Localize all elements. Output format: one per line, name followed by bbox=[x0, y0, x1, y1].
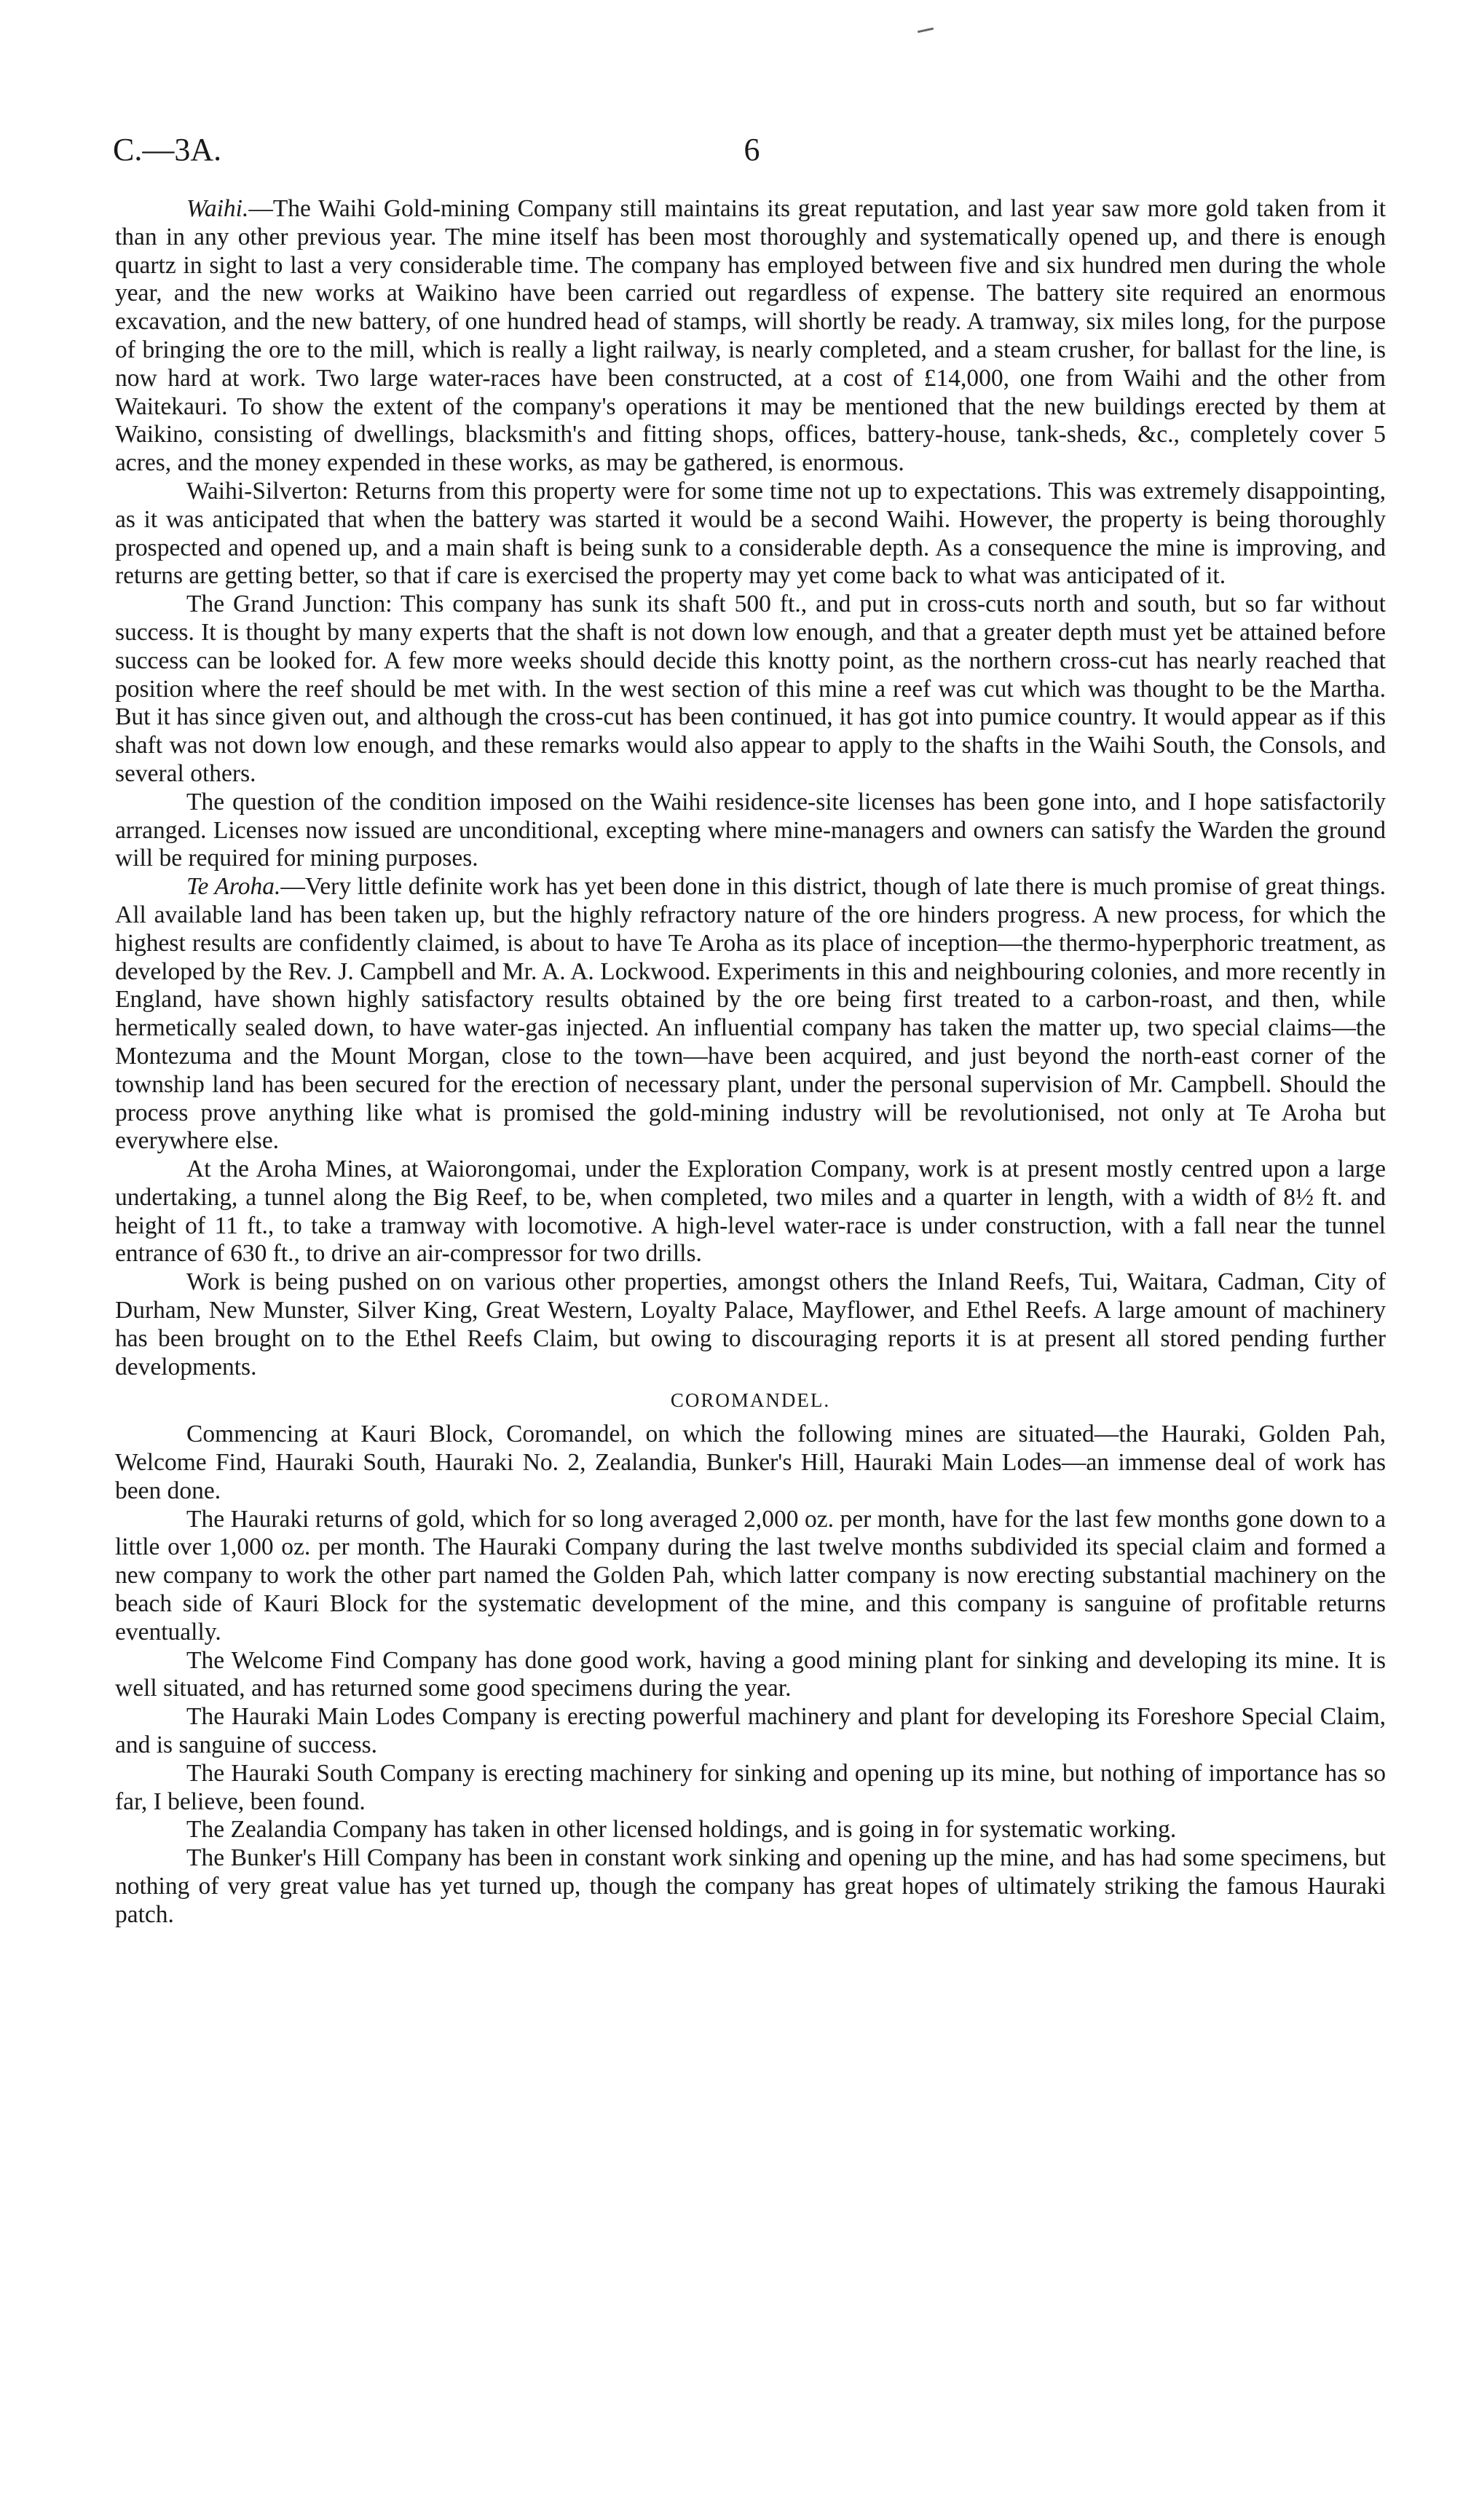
section-heading-coromandel: COROMANDEL. bbox=[670, 1389, 831, 1412]
paragraph-zealandia: The Zealandia Company has taken in other licensed holdings, and is going in for systematic working. bbox=[186, 1816, 1177, 1844]
paragraph-lead: Waihi. bbox=[186, 195, 249, 222]
paragraph-bunkers-hill: The Bunker's Hill Company has been in constant work sinking and opening up the mine, and has had some specimens, but nothing of very great value has yet turned up, though the company has great hopes of ultimately striking the famous Hauraki patch. bbox=[115, 1844, 1386, 1928]
body-text bbox=[115, 195, 1386, 1930]
paragraph-text: Work is being pushed on on various other properties, amongst others the Inland Reefs, Tui, Waitara, Cadman, City of Durham, New Munster, Silver King, Great Western, Loyalty Palace, Mayflower, and Ethel Reefs. A large amount of machinery has been brought on to the Ethel Reefs Claim, but owing to discouraging reports it is at present all stored pending further developments. bbox=[115, 1268, 1386, 1381]
paragraph-text: —The Waihi Gold-mining Company still maintains its great reputation, and last year saw more gold taken from it than in any other previous year. The mine itself has been most thoroughly and systematically opened up, and there is enough quartz in sight to last a very considerable time. The company has employed between five and six hundred men during the whole year, and the new works at Waikino have been carried out regardless of expense. The battery site required an enormous excavation, and the new battery, of one hundred head of stamps, will shortly be ready. A tramway, six miles long, for the purpose of bringing the ore to the mill, which is really a light railway, is nearly completed, and a steam crusher, for ballast for the line, is now hard at work. Two large water-races have been constructed, at a cost of £14,000, one from Waihi and the other from Waitekauri. To show the extent of the company's operations it may be mentioned that the new buildings erected by them at Waikino, consisting of dwellings, blacksmith's and fitting shops, offices, battery-house, tank-sheds, &c., completely cover 5 acres, and the money expended in these works, as may be gathered, is enormous. bbox=[115, 195, 1386, 477]
page-number: 6 bbox=[744, 132, 760, 167]
paragraph-text: The question of the condition imposed on the Waihi residence-site licenses has been gone into, and I hope satisfactorily arranged. Licenses now issued are unconditional, excepting where mine-managers and owners can satisfy the Warden the ground will be required for mining purposes. bbox=[115, 788, 1386, 872]
paragraph-te-aroha bbox=[115, 873, 1386, 1156]
paragraph-aroha-mines bbox=[115, 1156, 1386, 1268]
scan-mark bbox=[918, 28, 934, 33]
page-header bbox=[113, 131, 1391, 175]
paragraph-other-properties bbox=[115, 1268, 1386, 1381]
paragraph-lead: Te Aroha. bbox=[186, 873, 281, 901]
paragraph-residence-licenses bbox=[115, 789, 1386, 873]
paragraph-welcome-find: The Welcome Find Company has done good work, having a good mining plant for sinking and developing its mine. It is well situated, and has returned some good specimens during the year. bbox=[115, 1646, 1386, 1702]
paragraph-hauraki-south: The Hauraki South Company is erecting machinery for sinking and opening up its mine, but nothing of importance has so far, I believe, been found. bbox=[115, 1759, 1386, 1815]
paragraph-grand-junction bbox=[115, 590, 1386, 789]
paragraph-waihi bbox=[115, 195, 1386, 478]
paragraph-hauraki-returns: The Hauraki returns of gold, which for so long averaged 2,000 oz. per month, have for the last few months gone down to a little over 1,000 oz. per month. The Hauraki Company during the last twelve months subdivided its special claim and formed a new company to work the other part named the Golden Pah, which latter company is now erecting substantial machinery on the beach side of Kauri Block for the systematic development of the mine, and this company is sanguine of profitable returns eventually. bbox=[115, 1505, 1386, 1646]
paragraph-text: —Very little definite work has yet been done in this district, though of late there is much promise of great things. All available land has been taken up, but the highly refractory nature of the ore hinders progress. A new process, for which the highest results are confidently claimed, is about to have Te Aroha as its place of inception—the thermo-hyperphoric treatment, as developed by the Rev. J. Campbell and Mr. A. A. Lockwood. Experiments in this and neighbouring colonies, and more recently in England, have shown highly satisfactory results obtained by the ore being first treated to a carbon-roast, and then, while hermetically sealed down, to have water-gas injected. An influential company has taken the matter up, two special claims—the Montezuma and the Mount Morgan, close to the town—have been acquired, and just beyond the north-east corner of the township land has been secured for the erection of necessary plant, under the personal supervision of Mr. Campbell. Should the process prove anything like what is promised the gold-mining industry will be revolutionised, not only at Te Aroha but everywhere else. bbox=[115, 873, 1387, 1155]
paragraph-text: At the Aroha Mines, at Waiorongomai, under the Exploration Company, work is at present mostly centred upon a large undertaking, a tunnel along the Big Reef, to be, when completed, two miles and a quarter in length, with a width of 8½ ft. and height of 11 ft., to take a tramway with locomotive. A high-level water-race is under construction, with a fall near the tunnel entrance of 630 ft., to drive an air-compressor for two drills. bbox=[115, 1156, 1386, 1268]
paragraph-text: Waihi-Silverton: Returns from this property were for some time not up to expectations. This was extremely disappointing, as it was anticipated that when the battery was started it would be a second Waihi. However, the property is being thoroughly prospected and opened up, and a main shaft is being sunk to a considerable depth. As a consequence the mine is improving, and returns are getting better, so that if care is exercised the property may yet come back to what was anticipated of it. bbox=[115, 477, 1386, 590]
document-reference: C.—3A. bbox=[113, 132, 222, 167]
paragraph-text: The Grand Junction: This company has sunk its shaft 500 ft., and put in cross-cuts north and south, but so far without success. It is thought by many experts that the shaft is not down low enough, and that a greater depth must yet be attained before success can be looked for. A few more weeks should decide this knotty point, as the northern cross-cut has nearly reached that position where the reef should be met with. In the west section of this mine a reef was cut which was thought to be the Martha. But it has since given out, and although the cross-cut has been continued, it has got into pumice country. It would appear as if this shaft was not down low enough, and these remarks would also appear to apply to the shafts in the Waihi South, the Consols, and several others. bbox=[115, 590, 1386, 787]
paragraph-hauraki-main-lodes: The Hauraki Main Lodes Company is erecting powerful machinery and plant for developing its Foreshore Special Claim, and is sanguine of success. bbox=[115, 1703, 1386, 1759]
paragraph-kauri-block: Commencing at Kauri Block, Coromandel, on which the following mines are situated—the Hauraki, Golden Pah, Welcome Find, Hauraki South, Hauraki No. 2, Zealandia, Bunker's Hill, Hauraki Main Lodes—an immense deal of work has been done. bbox=[115, 1421, 1386, 1504]
paragraph-waihi-silverton bbox=[115, 478, 1386, 590]
